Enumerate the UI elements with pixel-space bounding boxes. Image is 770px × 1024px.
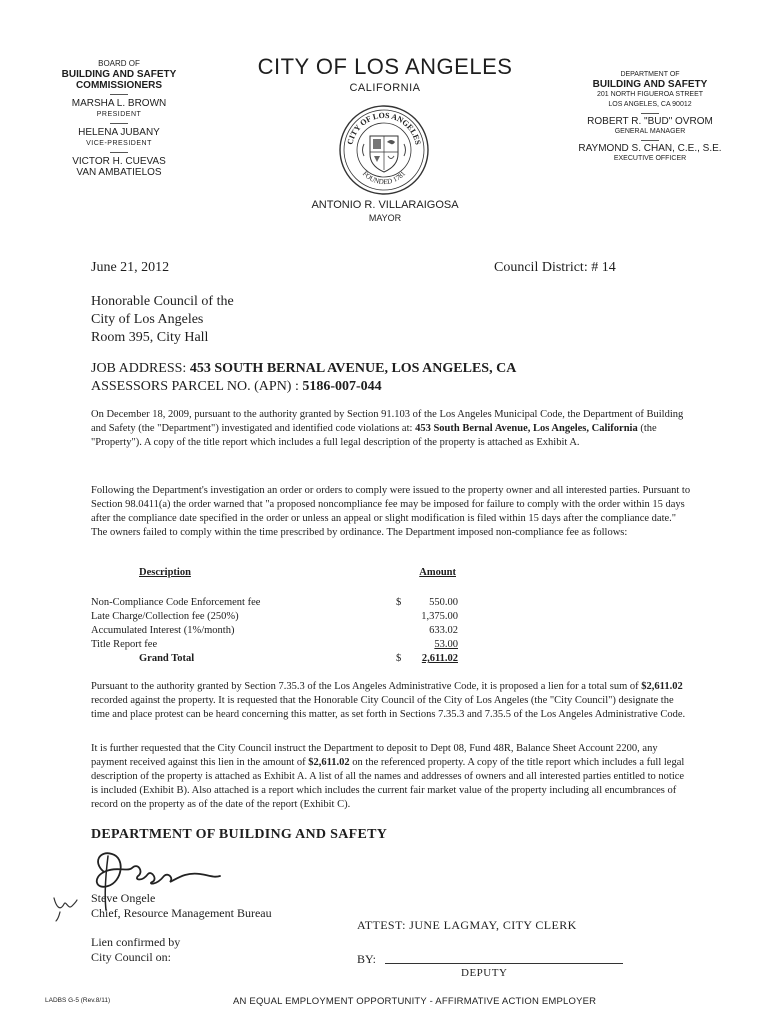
divider xyxy=(641,140,659,141)
amount-header: Amount xyxy=(419,567,456,578)
job-address-label: JOB ADDRESS: xyxy=(91,361,187,376)
paragraph-lien xyxy=(91,680,693,722)
fee-table-header xyxy=(91,566,466,582)
paragraph-text: (the "Property"). A copy of the title report which includes a full legal description of the property is attached as Exhibit A. xyxy=(91,423,657,448)
fee-currency: $ xyxy=(396,597,402,608)
form-number: LADBS G-5 (Rev.8/11) xyxy=(45,997,111,1004)
dept-title-line1: DEPARTMENT OF xyxy=(620,71,680,78)
paragraph-deposit xyxy=(91,742,693,812)
lien-confirmed xyxy=(91,935,180,965)
paragraph-investigation xyxy=(91,408,693,450)
dept-address-line1: 201 NORTH FIGUEROA STREET xyxy=(596,91,704,98)
signer-block xyxy=(91,891,272,921)
grand-total-label: Grand Total xyxy=(139,653,195,664)
state-name: CALIFORNIA xyxy=(349,82,421,94)
paragraph-text: recorded against the property. It is requested that the Honorable City Council of the City of Los Angeles (the "City Council") designate the time and place protest can be heard concerning this matter, as set forth in Sections 7.35.3 and 7.35.5 of the Los Angeles Administrative Code. xyxy=(91,695,686,720)
deputy-label: DEPUTY xyxy=(461,967,508,979)
signer-title: Chief, Resource Management Bureau xyxy=(91,906,272,920)
fee-table xyxy=(91,566,466,666)
lien-confirmed-line: City Council on: xyxy=(91,950,172,964)
city-seal-icon xyxy=(338,104,430,196)
paragraph-text: Pursuant to the authority granted by Section 7.35.3 of the Los Angeles Administrative Code, it is proposed a lien for a total sum of xyxy=(91,681,642,692)
grand-total-amount: 2,611.02 xyxy=(421,653,458,664)
board-of-commissioners xyxy=(44,58,194,178)
fee-label: Late Charge/Collection fee (250%) xyxy=(91,611,239,622)
board-member-name: VAN AMBATIELOS xyxy=(76,167,162,178)
board-title-line3: COMMISSIONERS xyxy=(75,80,163,91)
grand-total-row xyxy=(91,652,466,666)
paragraph-text: on the referenced property. A copy of the title report which includes a full legal description of the property is attached as Exhibit A. A list of all the names and addresses of owners and all interested parties entitled to notice is included (Exhibit B). Also attached is a report which includes the current fair market value of the property including all encumbrances of record on the property as of the date of the report (Exhibit C). xyxy=(91,757,685,810)
department-signature-heading: DEPARTMENT OF BUILDING AND SAFETY xyxy=(91,827,388,842)
paragraph-orders: Following the Department's investigation an order or orders to comply were issued to the property owner and all interested parties. Pursuant to Section 98.0411(a) the order warned that "a proposed noncompliance fee may be imposed for failure to comply with the order within 15 days after the compliance date specified in the order or unless an appeal or slight modification is filed within 15 days after the compliance date." The owners failed to comply within the time prescribed by ordinance. The Department imposed non-compliance fee as follows: xyxy=(91,485,691,538)
table-row xyxy=(91,638,466,652)
divider xyxy=(110,123,128,124)
divider xyxy=(110,152,128,153)
fee-label: Non-Compliance Code Enforcement fee xyxy=(91,597,261,608)
board-title-line1: BOARD OF xyxy=(98,59,140,68)
job-address-block xyxy=(91,360,516,396)
city-heading xyxy=(240,54,530,94)
general-manager-title: GENERAL MANAGER xyxy=(614,128,686,135)
fee-label: Title Report fee xyxy=(91,639,158,650)
paragraph-text: On December 18, 2009, pursuant to the authority granted by Section 91.103 of the Los Angeles Municipal Code, the Department of Building and Safety (the "Department") investigated and identified code violations at: xyxy=(91,409,684,434)
dept-title-line2: BUILDING AND SAFETY xyxy=(592,79,708,90)
fee-label: Accumulated Interest (1%/month) xyxy=(91,625,235,636)
board-member-role: VICE-PRESIDENT xyxy=(86,140,152,147)
apn-label: ASSESSORS PARCEL NO. (APN) : xyxy=(91,379,299,394)
divider xyxy=(641,113,659,114)
addressee-line: Room 395, City Hall xyxy=(91,330,209,345)
board-title-line2: BUILDING AND SAFETY xyxy=(61,69,177,80)
by-signature-line xyxy=(385,963,623,964)
paragraph-text: It is further requested that the City Council instruct the Department to deposit to Dept 08, Fund 48R, Balance Sheet Account 2200, any payment received against this lien in the amount of xyxy=(91,743,658,768)
table-row xyxy=(91,624,466,638)
board-member-name: HELENA JUBANY xyxy=(78,127,160,138)
city-title: CITY OF LOS ANGELES xyxy=(257,54,513,79)
council-district: Council District: # 14 xyxy=(494,260,616,275)
seal-text-bottom: FOUNDED 1781 xyxy=(360,169,408,187)
board-member-name: MARSHA L. BROWN xyxy=(71,98,167,109)
board-member-name: VICTOR H. CUEVAS xyxy=(72,156,166,167)
fee-amount: 53.00 xyxy=(434,639,458,650)
mayor-name: ANTONIO R. VILLARAIGOSA xyxy=(311,199,459,211)
signer-name: Steve Ongele xyxy=(91,891,156,905)
table-row xyxy=(91,596,466,610)
initials-mark-icon xyxy=(50,892,80,922)
lien-confirmed-line: Lien confirmed by xyxy=(91,935,181,949)
grand-total-currency: $ xyxy=(396,653,402,664)
eeo-statement: AN EQUAL EMPLOYMENT OPPORTUNITY - AFFIRMATIVE ACTION EMPLOYER xyxy=(233,996,597,1007)
dept-address-line2: LOS ANGELES, CA 90012 xyxy=(608,101,692,108)
executive-officer-title: EXECUTIVE OFFICER xyxy=(613,155,687,162)
lien-amount-bold: $2,611.02 xyxy=(641,681,683,692)
mayor-block xyxy=(290,199,480,225)
table-row xyxy=(91,610,466,624)
fee-amount: 550.00 xyxy=(429,597,458,608)
by-label: BY: xyxy=(357,952,376,966)
mayor-title: MAYOR xyxy=(368,213,402,223)
addressee-line: Honorable Council of the xyxy=(91,294,234,309)
fee-amount: 1,375.00 xyxy=(421,611,458,622)
property-address-bold: 453 South Bernal Avenue, Los Angeles, California xyxy=(415,423,638,434)
divider xyxy=(110,94,128,95)
letter-date: June 21, 2012 xyxy=(91,260,170,275)
general-manager-name: ROBERT R. "BUD" OVROM xyxy=(587,116,713,127)
description-header: Description xyxy=(139,567,191,578)
deposit-amount-bold: $2,611.02 xyxy=(308,757,350,768)
fee-amount: 633.02 xyxy=(429,625,458,636)
department-block xyxy=(570,70,730,164)
addressee xyxy=(91,293,234,347)
executive-officer-name: RAYMOND S. CHAN, C.E., S.E. xyxy=(578,143,722,154)
seal-text-top: CITY OF LOS ANGELES xyxy=(345,110,423,146)
attest-line: ATTEST: JUNE LAGMAY, CITY CLERK xyxy=(357,918,577,932)
apn-number: 5186-007-044 xyxy=(302,379,382,394)
addressee-line: City of Los Angeles xyxy=(91,312,204,327)
job-address: 453 SOUTH BERNAL AVENUE, LOS ANGELES, CA xyxy=(189,361,517,376)
board-member-role: PRESIDENT xyxy=(96,111,142,118)
